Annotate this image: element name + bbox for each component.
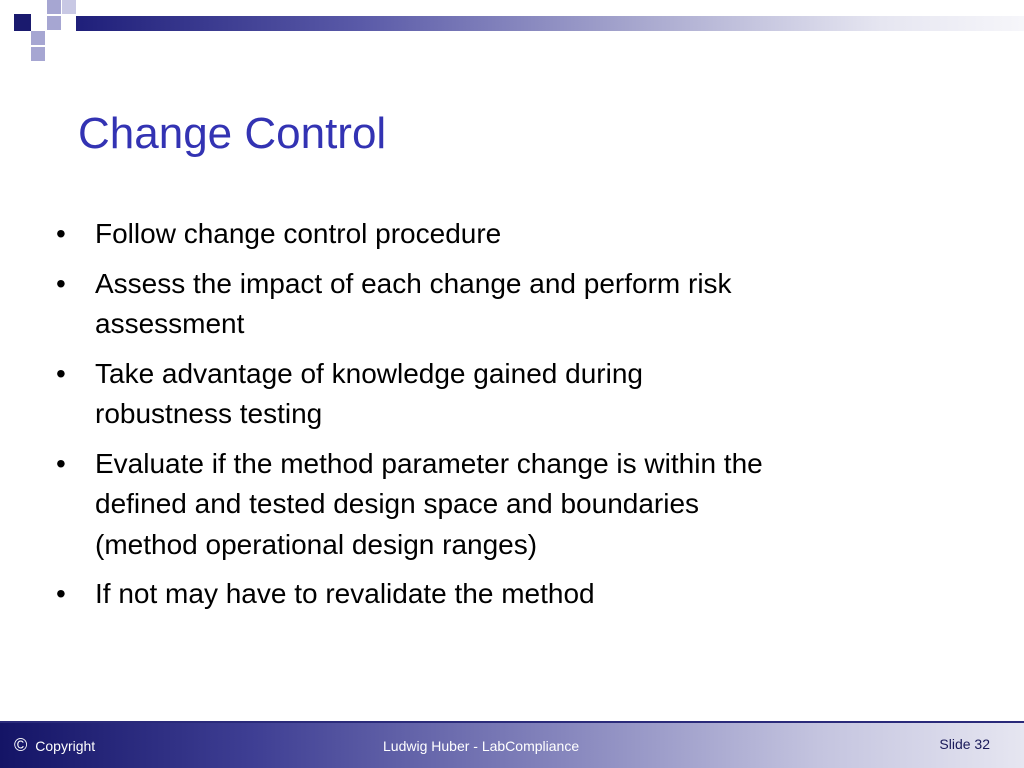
slide-number: Slide 32 xyxy=(939,736,990,752)
bullet-icon: • xyxy=(56,218,66,249)
bullet-text: If not may have to revalidate the method xyxy=(95,578,595,609)
corner-square-lavender-1 xyxy=(47,0,61,14)
bullet-icon: • xyxy=(56,267,66,299)
bullet-text: Follow change control procedure xyxy=(95,218,502,249)
corner-square-navy xyxy=(14,14,31,31)
bullet-text: Assess the impact of each change and perform risk assessment xyxy=(95,267,732,339)
corner-square-lavender-4 xyxy=(31,31,45,45)
copyright-notice xyxy=(14,735,95,756)
bullet-item xyxy=(56,264,786,345)
corner-square-lavender-5 xyxy=(31,47,45,61)
bullet-icon: • xyxy=(56,447,66,479)
bullet-icon: • xyxy=(56,357,66,389)
bullet-item xyxy=(56,354,786,435)
bullet-item xyxy=(56,444,786,566)
bullet-text: Evaluate if the method parameter change is within the defined and tested design space and boundaries (method operational design ranges) xyxy=(95,447,763,560)
bullet-item xyxy=(56,214,786,255)
footer-divider xyxy=(0,721,1024,723)
copyright-icon: © xyxy=(14,735,28,755)
bullet-item xyxy=(56,574,786,615)
bullet-icon: • xyxy=(56,578,66,609)
bullet-list xyxy=(56,214,786,624)
footer-author: Ludwig Huber - LabCompliance xyxy=(383,738,580,754)
copyright-label: Copyright xyxy=(35,737,96,754)
corner-square-lavender-3 xyxy=(47,16,61,30)
corner-square-lavender-2 xyxy=(62,0,76,14)
slide-footer xyxy=(0,721,1024,768)
header-gradient-bar xyxy=(76,16,1024,31)
bullet-text: Take advantage of knowledge gained during robustness testing xyxy=(95,357,643,429)
slide-title: Change Control xyxy=(78,109,387,158)
